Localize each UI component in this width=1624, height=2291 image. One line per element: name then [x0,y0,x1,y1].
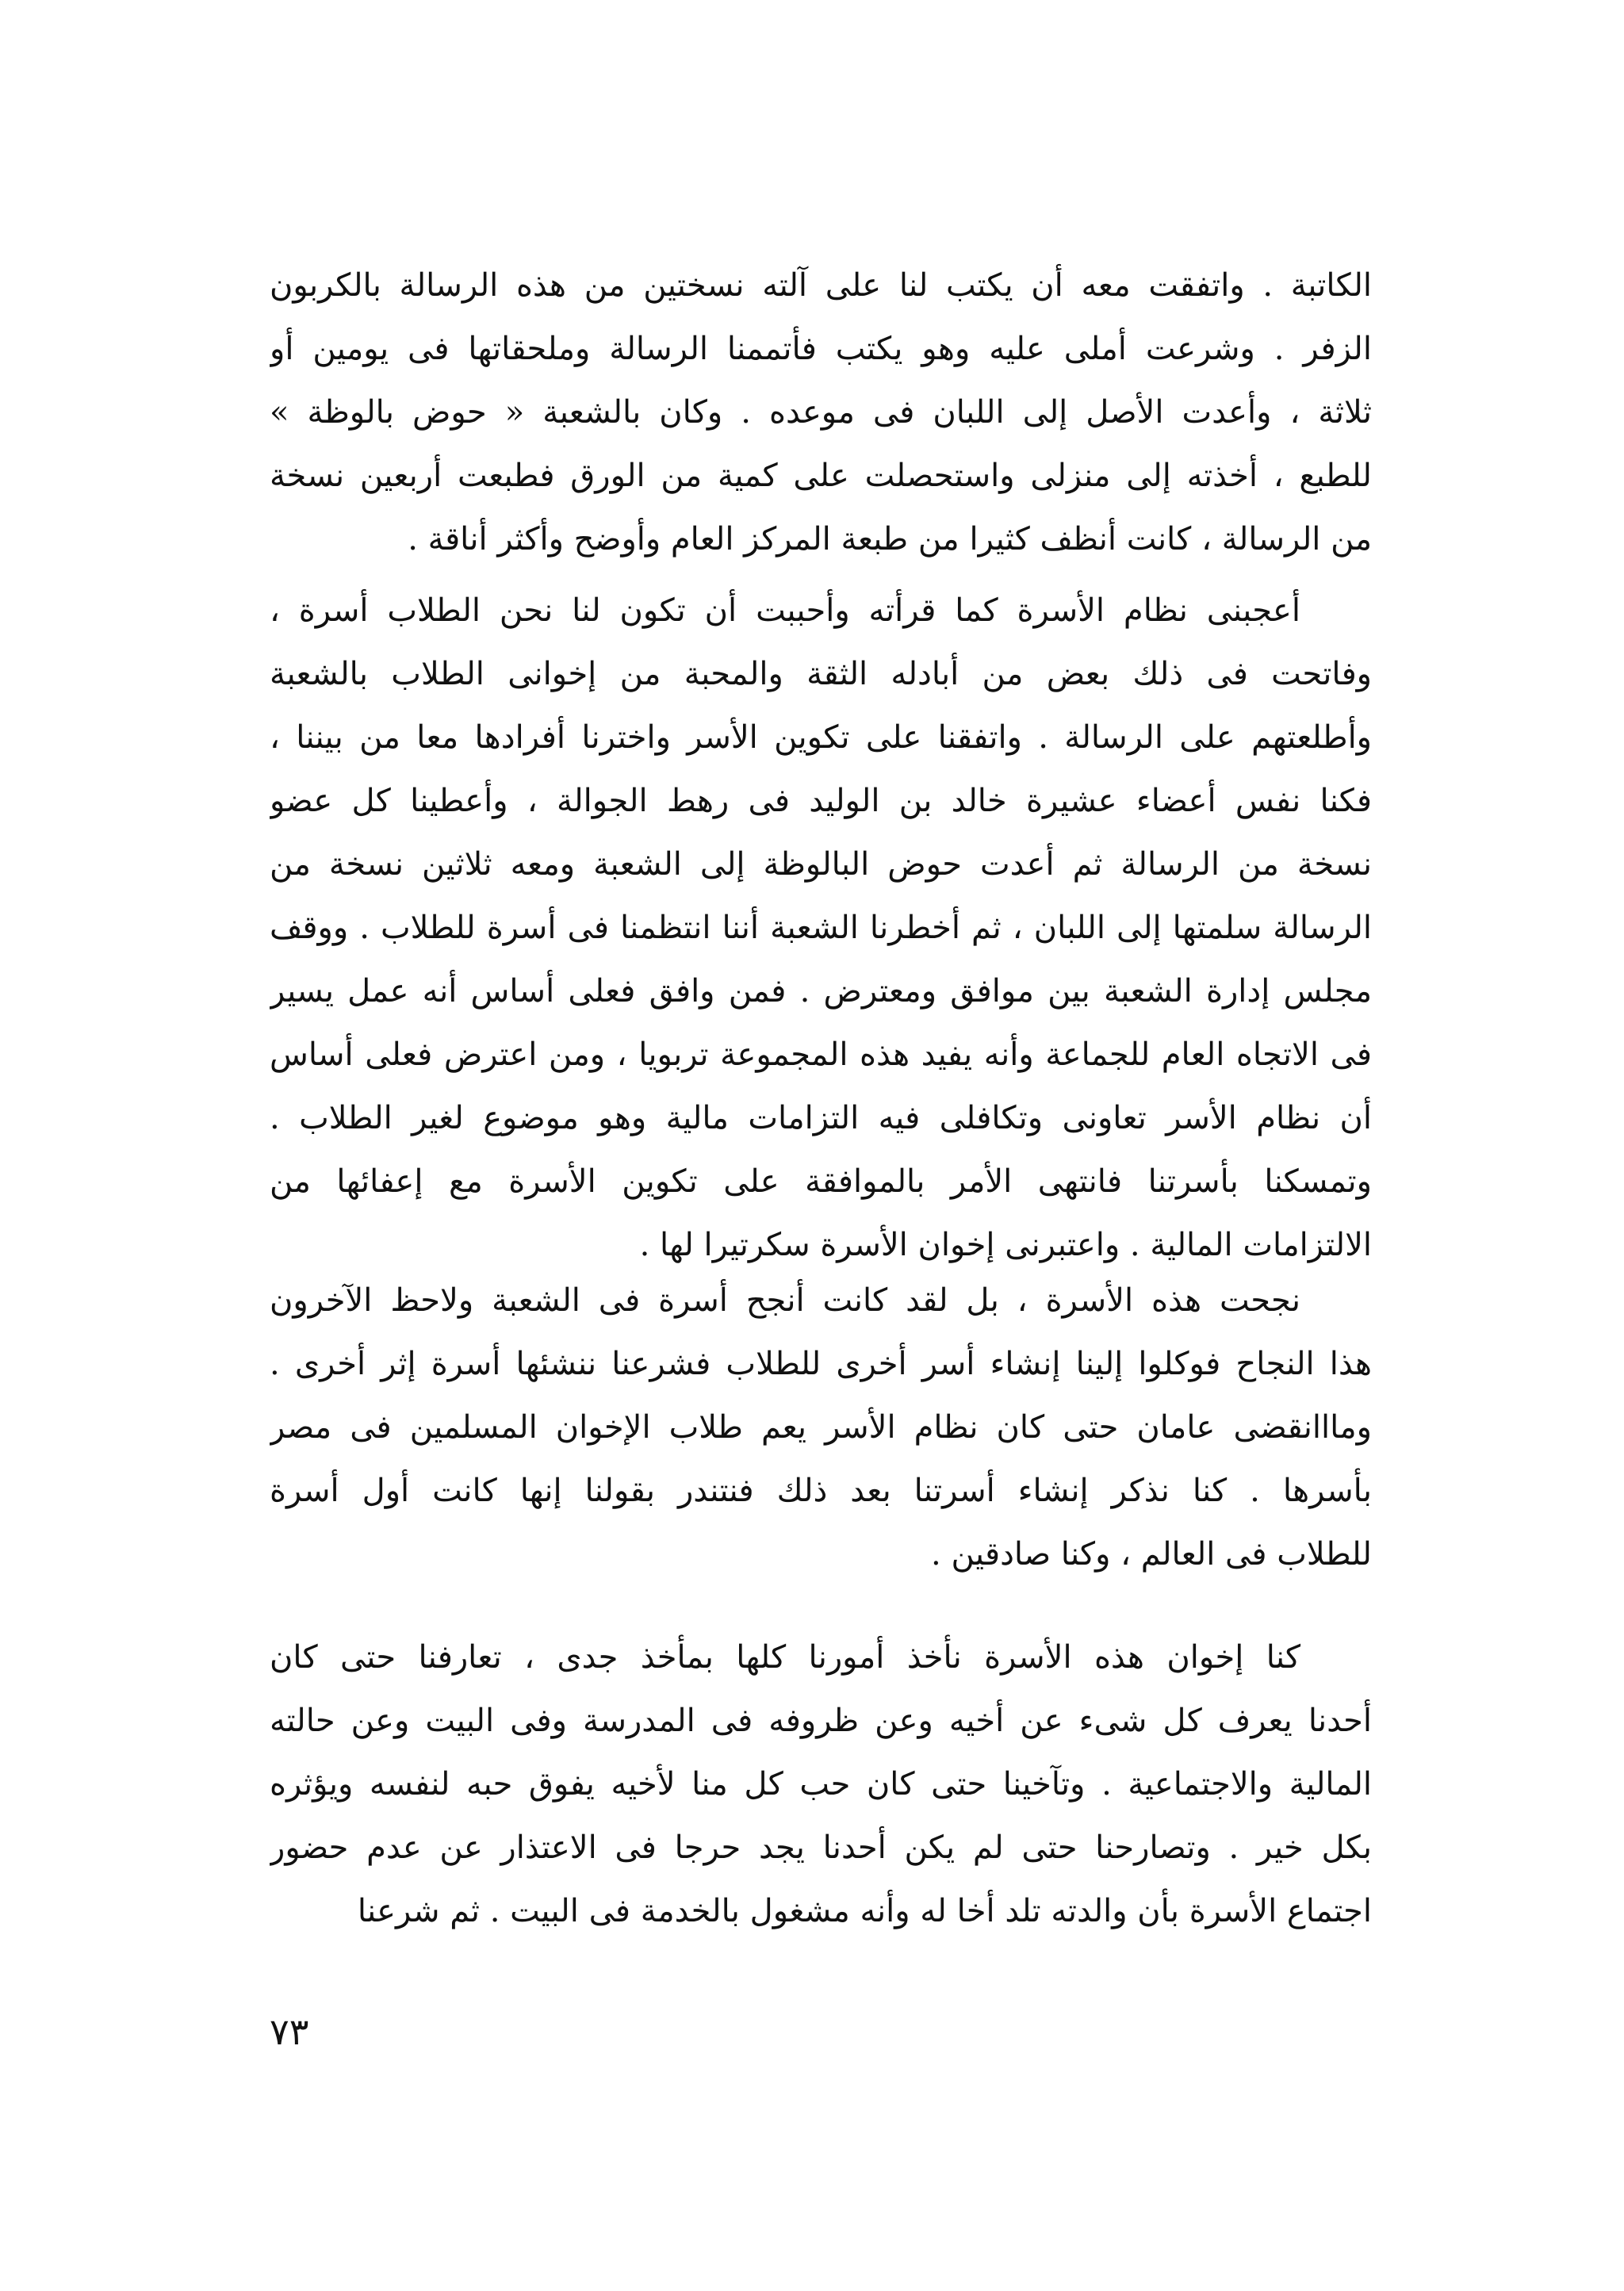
page-number: ٧٣ [270,2010,309,2053]
text-line: وفاتحت فى ذلك بعض من أبادله الثقة والمحبة من إخوانى الطلاب بالشعبة [270,656,1372,692]
text-line: للطبع ، أخذته إلى منزلى واستحصلت على كمية من الورق فطبعت أربعين نسخة [270,458,1372,494]
text-line: وأطلعتهم على الرسالة . واتفقنا على تكوين الأسر واخترنا أفرادها معا من بيننا ، [270,719,1372,756]
text-line: فى الاتجاه العام للجماعة وأنه يفيد هذه المجموعة تربويا ، ومن اعترض فعلى أساس [270,1036,1372,1073]
text-line: للطلاب فى العالم ، وكنا صادقين . [931,1536,1372,1573]
text-line: ثلاثة ، وأعدت الأصل إلى اللبان فى موعده . وكان بالشعبة « حوض بالوظة » [270,394,1372,431]
text-line: الرسالة سلمتها إلى اللبان ، ثم أخطرنا الشعبة أننا انتظمنا فى أسرة للطلاب . ووقف [270,910,1372,946]
text-line: بأسرها . كنا نذكر إنشاء أسرتنا بعد ذلك فنتندر بقولنا إنها كانت أول أسرة [270,1473,1372,1509]
text-line: مجلس إدارة الشعبة بين موافق ومعترض . فمن وافق فعلى أساس أنه عمل يسير [270,973,1372,1009]
text-line: الزفر . وشرعت أملى عليه وهو يكتب فأتممنا الرسالة وملحقاتها فى يومين أو [270,331,1372,367]
text-line: كنا إخوان هذه الأسرة نأخذ أمورنا كلها بمأخذ جدى ، تعارفنا حتى كان [270,1639,1300,1676]
text-line: نسخة من الرسالة ثم أعدت حوض البالوظة إلى الشعبة ومعه ثلاثين نسخة من [270,846,1372,883]
text-line: وتمسكنا بأسرتنا فانتهى الأمر بالموافقة على تكوين الأسرة مع إعفائها من [270,1163,1372,1200]
text-line: اجتماع الأسرة بأن والدته تلد أخا له وأنه مشغول بالخدمة فى البيت . ثم شرعنا [357,1893,1372,1929]
paragraph-3 [270,1269,1372,1586]
text-line: أن نظام الأسر تعاونى وتكافلى فيه التزامات مالية وهو موضوع لغير الطلاب . [270,1100,1372,1136]
paragraph-1 [270,254,1372,571]
text-line: الالتزامات المالية . واعتبرنى إخوان الأسرة سكرتيرا لها . [639,1227,1372,1263]
text-line: أحدنا يعرف كل شىء عن أخيه وعن ظروفه فى المدرسة وفى البيت وعن حالته [270,1703,1372,1739]
text-line: بكل خير . وتصارحنا حتى لم يكن أحدنا يجد حرجا فى الاعتذار عن عدم حضور [270,1829,1372,1866]
text-line: فكنا نفس أعضاء عشيرة خالد بن الوليد فى رهط الجوالة ، وأعطينا كل عضو [270,783,1372,819]
text-line: هذا النجاح فوكلوا إلينا إنشاء أسر أخرى للطلاب فشرعنا ننشئها أسرة إثر أخرى . [270,1346,1372,1382]
paragraph-4 [270,1626,1372,1943]
text-line: نجحت هذه الأسرة ، بل لقد كانت أنجح أسرة فى الشعبة ولاحظ الآخرون [270,1282,1300,1319]
text-line: الكاتبة . واتفقت معه أن يكتب لنا على آلته نسختين من هذه الرسالة بالكربون [270,267,1372,304]
text-line: من الرسالة ، كانت أنظف كثيرا من طبعة المركز العام وأوضح وأكثر أناقة . [408,521,1372,557]
text-line: المالية والاجتماعية . وتآخينا حتى كان حب كل منا لأخيه يفوق حبه لنفسه ويؤثره [270,1766,1372,1803]
text-line: أعجبنى نظام الأسرة كما قرأته وأحببت أن تكون لنا نحن الطلاب أسرة ، [270,592,1300,629]
text-line: ومااانقضى عامان حتى كان نظام الأسر يعم طلاب الإخوان المسلمين فى مصر [270,1409,1372,1446]
paragraph-2 [270,579,1372,1277]
